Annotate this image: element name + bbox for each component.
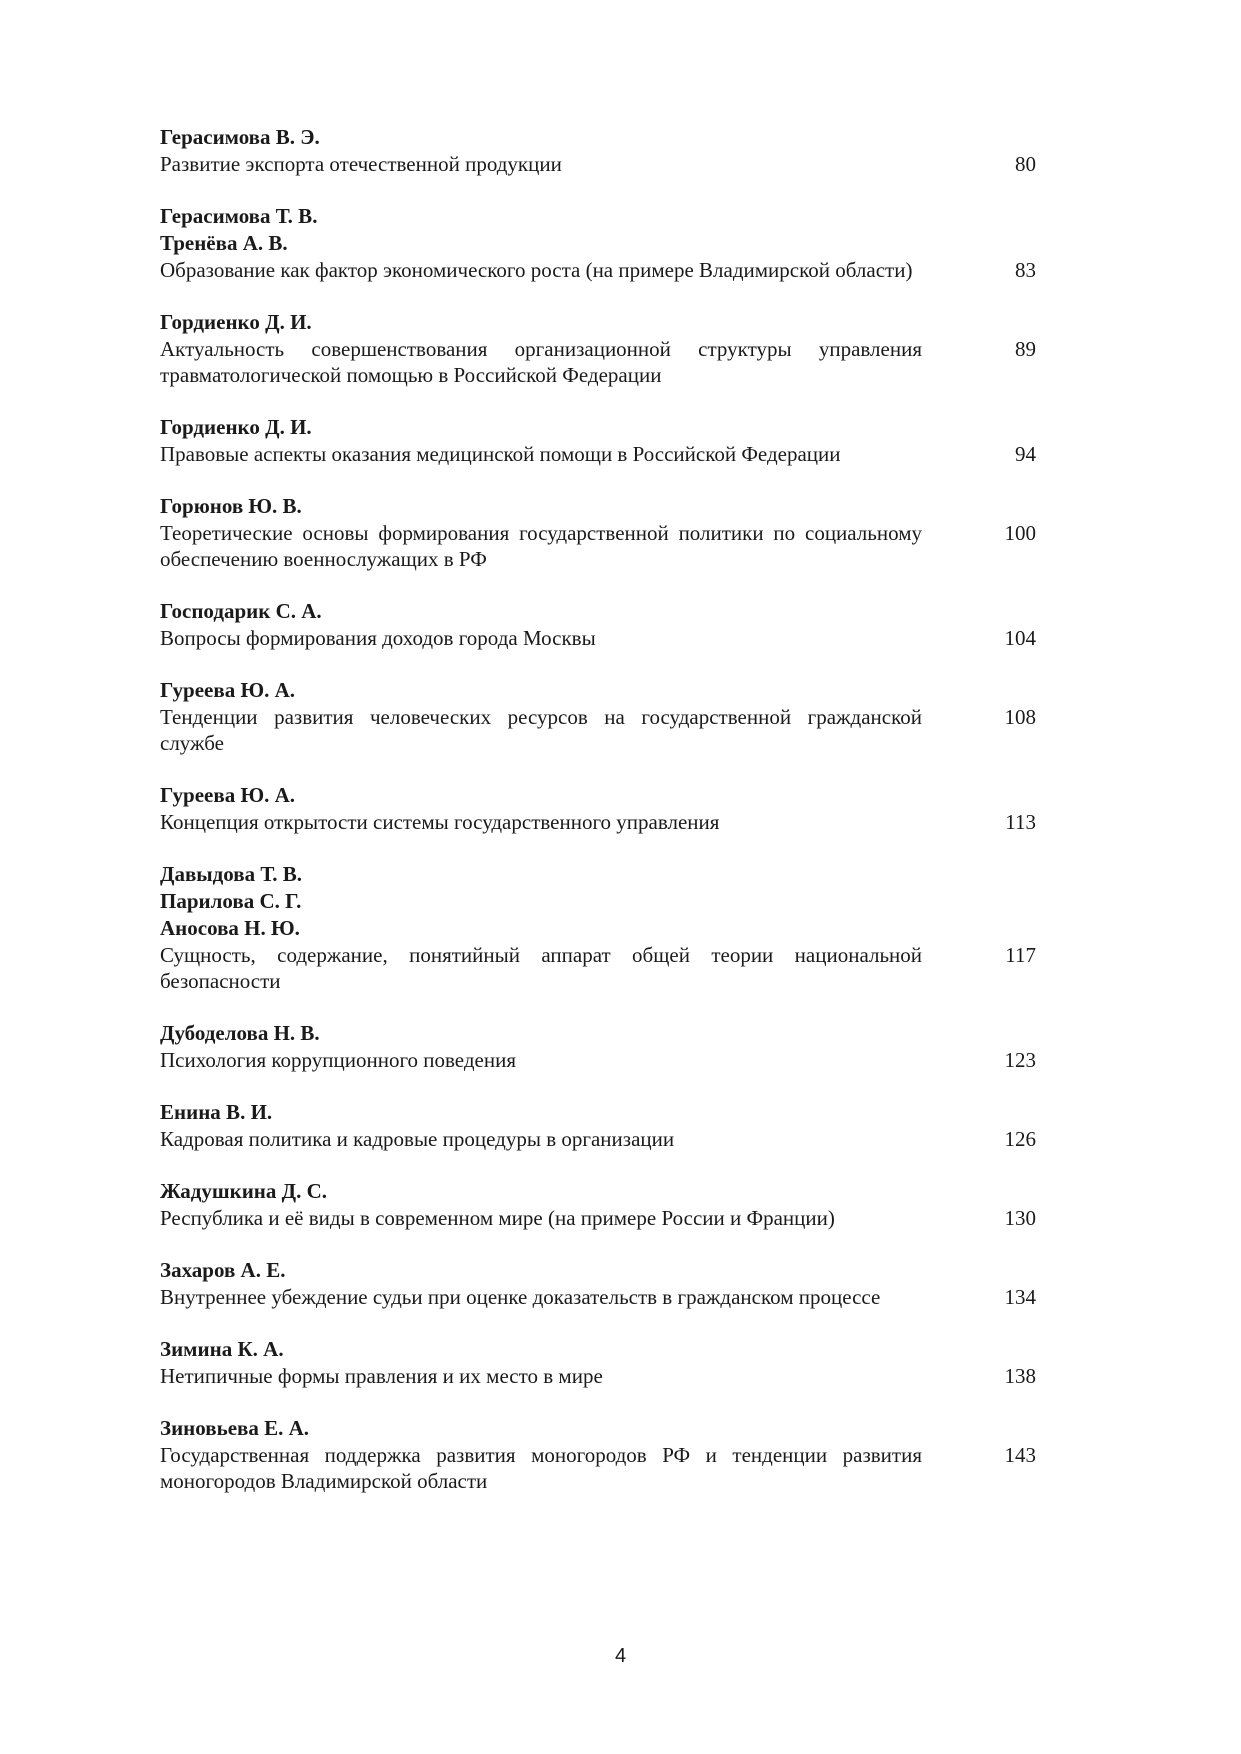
entry-page-number: 117 [1005, 943, 1036, 967]
toc-entry [160, 203, 1036, 283]
toc-entry [160, 861, 1036, 994]
entry-title-row [160, 1284, 1036, 1310]
entry-page-number: 89 [1015, 337, 1036, 361]
entry-title-row [160, 942, 1036, 994]
entry-page-number: 143 [1004, 1443, 1036, 1467]
entry-author: Горюнов Ю. В. [160, 494, 302, 518]
entry-page-number: 100 [1004, 521, 1036, 545]
toc-entry [160, 1336, 1036, 1389]
entry-author: Енина В. И. [160, 1100, 273, 1124]
entry-author: Жадушкина Д. С. [160, 1179, 328, 1203]
entry-author: Аносова Н. Ю. [160, 916, 300, 940]
entry-title-row [160, 336, 1036, 388]
entry-author: Зиновьева Е. А. [160, 1416, 310, 1440]
entry-title: Актуальность совершенствования организационной структуры управления травматологической помощью в Российской Федерации [160, 337, 922, 387]
toc-entry [160, 1178, 1036, 1231]
entry-page-number: 130 [1004, 1206, 1036, 1230]
entry-page-number: 94 [1015, 442, 1036, 466]
entry-author: Гуреева Ю. А. [160, 678, 296, 702]
entry-page-number: 108 [1004, 705, 1036, 729]
table-of-contents [160, 124, 1036, 1520]
entry-title: Тенденции развития человеческих ресурсов на государственной гражданской службе [160, 705, 922, 755]
entry-page-number: 83 [1015, 258, 1036, 282]
entry-author: Герасимова Т. В. [160, 204, 318, 228]
toc-entry [160, 493, 1036, 572]
toc-entry [160, 1020, 1036, 1073]
entry-author: Гуреева Ю. А. [160, 783, 296, 807]
entry-author: Господарик С. А. [160, 599, 322, 623]
entry-page-number: 113 [1005, 810, 1036, 834]
entry-title: Нетипичные формы правления и их место в мире [160, 1364, 603, 1388]
toc-entry [160, 309, 1036, 388]
entry-author: Зимина К. А. [160, 1337, 284, 1361]
toc-entry [160, 1099, 1036, 1152]
entry-title-row [160, 257, 1036, 283]
entry-title-row [160, 520, 1036, 572]
entry-title: Вопросы формирования доходов города Москвы [160, 626, 596, 650]
entry-title-row [160, 1442, 1036, 1494]
entry-page-number: 104 [1004, 626, 1036, 650]
entry-title-row [160, 441, 1036, 467]
entry-title-row [160, 1363, 1036, 1389]
toc-entry [160, 124, 1036, 177]
entry-author: Захаров А. Е. [160, 1258, 286, 1282]
entry-title-row [160, 1126, 1036, 1152]
entry-author: Тренёва А. В. [160, 231, 288, 255]
entry-page-number: 138 [1004, 1364, 1036, 1388]
entry-title: Сущность, содержание, понятийный аппарат общей теории национальной безопасности [160, 943, 922, 993]
entry-title-row [160, 1047, 1036, 1073]
entry-page-number: 80 [1015, 152, 1036, 176]
page-number: 4 [614, 1645, 627, 1667]
entry-author: Гордиенко Д. И. [160, 415, 312, 439]
entry-author: Герасимова В. Э. [160, 125, 320, 149]
toc-entry [160, 782, 1036, 835]
toc-entry [160, 598, 1036, 651]
entry-title: Внутреннее убеждение судьи при оценке доказательств в гражданском процессе [160, 1285, 881, 1309]
entry-page-number: 126 [1004, 1127, 1036, 1151]
entry-title: Образование как фактор экономического роста (на примере Владимирской области) [160, 258, 913, 282]
entry-author: Давыдова Т. В. [160, 862, 303, 886]
entry-title: Психология коррупционного поведения [160, 1048, 516, 1072]
entry-title: Республика и её виды в современном мире (на примере России и Франции) [160, 1206, 835, 1230]
toc-entry [160, 1257, 1036, 1310]
entry-title: Государственная поддержка развития моногородов РФ и тенденции развития моногородов Владимирской области [160, 1443, 922, 1493]
entry-title: Развитие экспорта отечественной продукции [160, 152, 562, 176]
entry-title: Теоретические основы формирования государственной политики по социальному обеспечению военнослужащих в РФ [160, 521, 922, 571]
entry-title-row [160, 151, 1036, 177]
entry-page-number: 134 [1004, 1285, 1036, 1309]
entry-title: Концепция открытости системы государственного управления [160, 810, 720, 834]
entry-page-number: 123 [1004, 1048, 1036, 1072]
entry-title-row [160, 809, 1036, 835]
entry-title: Кадровая политика и кадровые процедуры в организации [160, 1127, 675, 1151]
entry-title-row [160, 704, 1036, 756]
entry-title-row [160, 625, 1036, 651]
entry-author: Гордиенко Д. И. [160, 310, 312, 334]
toc-entry [160, 677, 1036, 756]
entry-author: Парилова С. Г. [160, 889, 302, 913]
entry-title-row [160, 1205, 1036, 1231]
toc-entry [160, 414, 1036, 467]
toc-entry [160, 1415, 1036, 1494]
entry-author: Дубоделова Н. В. [160, 1021, 320, 1045]
entry-title: Правовые аспекты оказания медицинской помощи в Российской Федерации [160, 442, 841, 466]
